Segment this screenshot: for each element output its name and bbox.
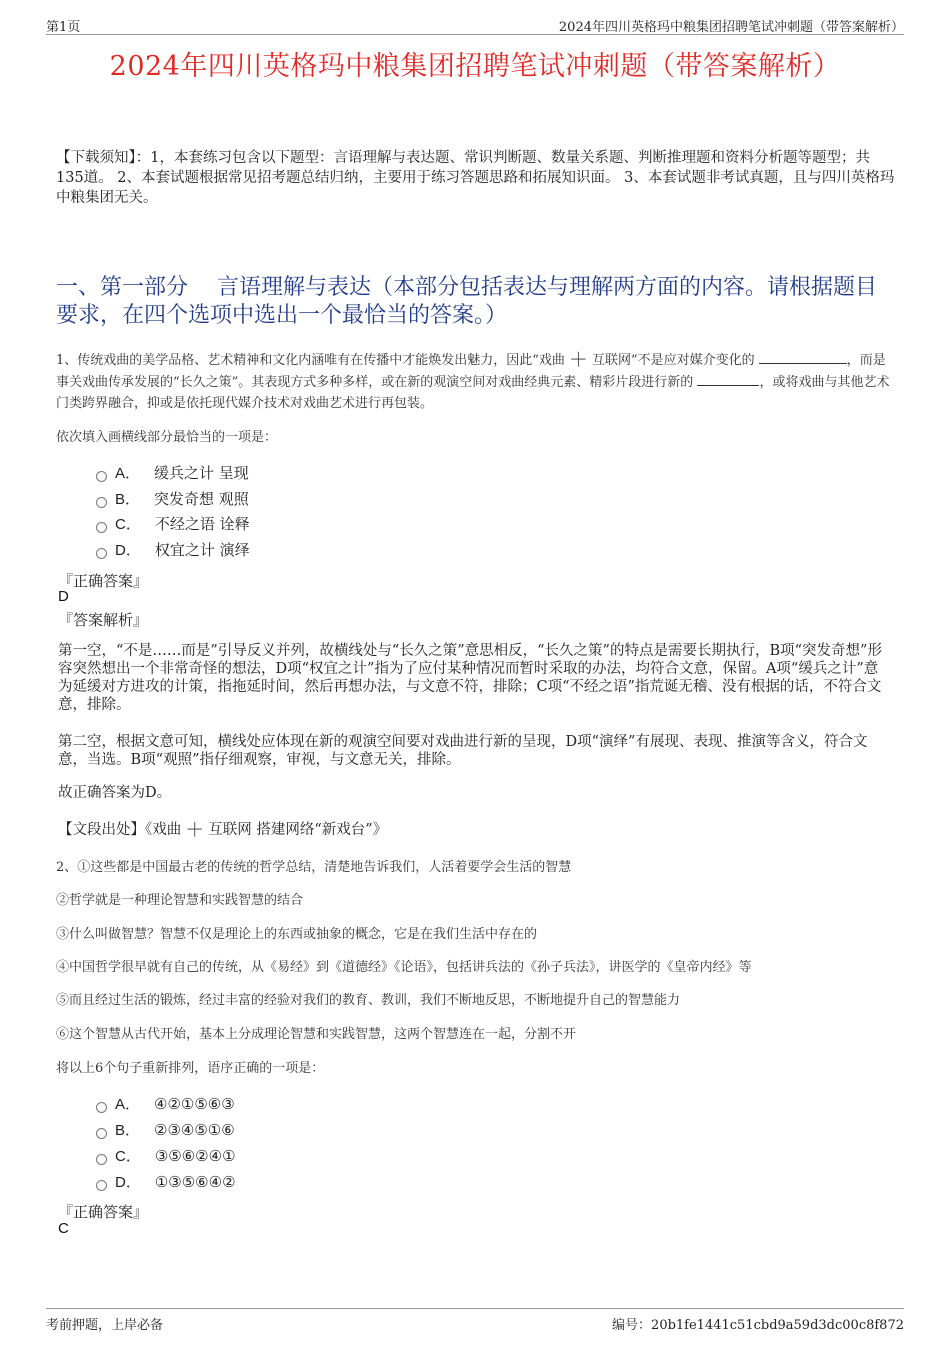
q2-sentence-2: ②哲学就是一种理论智慧和实践智慧的结合	[56, 893, 304, 908]
q1-prompt: 依次填入画横线部分最恰当的一项是：	[56, 430, 278, 445]
q2-option-d[interactable]: D． ①③⑤⑥④②	[96, 1171, 236, 1193]
document-title: 2024年四川英格玛中粮集团招聘笔试冲刺题（带答案解析）	[109, 51, 841, 82]
q2-option-b[interactable]: B． ②③④⑤①⑥	[96, 1119, 235, 1141]
fill-blank-1	[759, 349, 847, 364]
radio-icon[interactable]	[96, 1154, 107, 1165]
radio-icon[interactable]	[96, 1180, 107, 1191]
radio-icon[interactable]	[96, 497, 107, 508]
q1-option-a[interactable]: A． 缓兵之计 呈现	[96, 462, 249, 484]
fill-blank-2	[697, 371, 759, 386]
q1-option-b[interactable]: B． 突发奇想 观照	[96, 488, 249, 510]
footer-serial: 编号：20b1fe1441c51cbd9a59d3dc00c8f872	[612, 1318, 904, 1333]
q1-analysis-conclusion: 故正确答案为D。	[58, 785, 172, 801]
q2-option-c[interactable]: C． ③⑤⑥②④①	[96, 1145, 236, 1167]
radio-icon[interactable]	[96, 1102, 107, 1113]
page-footer	[46, 1308, 904, 1333]
radio-icon[interactable]	[96, 548, 107, 559]
q1-text-b: 互联网”不是应对媒介变化的	[591, 353, 755, 368]
q1-option-c[interactable]: C． 不经之语 诠释	[96, 513, 250, 535]
radio-icon[interactable]	[96, 1128, 107, 1139]
q2-option-a[interactable]: A． ④②①⑤⑥③	[96, 1093, 235, 1115]
q2-sentence-6: ⑥这个智慧从古代开始，基本上分成理论智慧和实践智慧，这两个智慧连在一起，分割不开	[56, 1027, 577, 1042]
question-1-stem	[56, 349, 896, 414]
q2-answer: C	[58, 1220, 69, 1237]
q1-analysis-label: 『答案解析』	[58, 611, 149, 629]
q2-prompt: 将以上6个句子重新排列，语序正确的一项是：	[56, 1061, 325, 1076]
q2-sentence-4: ④中国哲学很早就有自己的传统，从《易经》到《道德经》《论语》，包括讲兵法的《孙子兵法》，讲医学的《皇帝内经》等	[56, 960, 752, 975]
plus-symbol: ＋	[568, 349, 588, 371]
q1-option-d[interactable]: D． 权宜之计 演绎	[96, 539, 250, 561]
q2-sentence-3: ③什么叫做智慧？智慧不仅是理论上的东西或抽象的概念，它是在我们生活中存在的	[56, 927, 538, 942]
q1-analysis-paragraph-1: 第一空，“不是……而是”引导反义并列，故横线处与“长久之策”意思相反，“长久之策”的特点是需要长期执行，B项“突发奇想”形容突然想出一个非常奇怪的想法，D项“权宜之计”指为了应付某种情况而暂时采取的办法，均符合文意，保留。A项“缓兵之计”意为延缓对方进攻的计策，指拖延时间，然后再想办法，与文意不符，排除；C项“不经之语”指荒诞无稽、没有根据的话，不符合文意，排除。	[58, 643, 882, 713]
radio-icon[interactable]	[96, 522, 107, 533]
q2-sentence-5: ⑤而且经过生活的锻炼，经过丰富的经验对我们的教育、教训，我们不断地反思，不断地提升自己的智慧能力	[56, 993, 681, 1008]
footer-slogan: 考前押题，上岸必备	[46, 1318, 164, 1333]
q1-text-d: ，或将戏曲与其他艺术门类跨界融合，抑或是依托现代媒介技术对戏曲艺术进行再包装。	[56, 375, 890, 411]
q2-sentence-1: 2、①这些都是中国最古老的传统的哲学总结，清楚地告诉我们，人活着要学会生活的智慧	[56, 860, 572, 875]
header-doc-title: 2024年四川英格玛中粮集团招聘笔试冲刺题（带答案解析）	[558, 20, 904, 35]
page-header	[46, 14, 904, 35]
q1-text-a: 1、传统戏曲的美学品格、艺术精神和文化内涵唯有在传播中才能焕发出魅力，因此“戏曲	[56, 353, 565, 368]
q1-analysis-paragraph-2: 第二空，根据文意可知，横线处应体现在新的观演空间要对戏曲进行新的呈现，D项“演绎”有展现、表现、推演等含义，符合文意，当选。B项“观照”指仔细观察，审视，与文意无关，排除。	[58, 734, 868, 768]
q1-answer: D	[58, 588, 69, 605]
q1-text-c: ，而是事关戏曲传承发展的“长久之策”。其表现方式多种多样，或在新的观演空间对戏曲经典元素、精彩片段进行新的	[56, 353, 886, 390]
radio-icon[interactable]	[96, 471, 107, 482]
q1-source: 【文段出处】《戏曲 ＋ 互联网 搭建网络“新戏台”》	[58, 819, 388, 841]
page-number: 第1页	[46, 20, 81, 35]
section-heading: 一、第一部分 言语理解与表达（本部分包括表达与理解两方面的内容。请根据题目要求，在四个选项中选出一个最恰当的答案。）	[56, 275, 877, 328]
plus-symbol: ＋	[185, 819, 205, 841]
q2-answer-label: 『正确答案』	[58, 1203, 149, 1221]
q1-answer-label: 『正确答案』	[58, 572, 149, 590]
download-notice: 【下载须知】：1，本套练习包含以下题型：言语理解与表达题、常识判断题、数量关系题、判断推理题和资料分析题等题型；共135道。 2、本套试题根据常见招考题总结归纳，主要用于练习答题思路和拓展知识面。 3、本套试题非考试真题，且与四川英格玛中粮集团无关。	[56, 150, 895, 206]
